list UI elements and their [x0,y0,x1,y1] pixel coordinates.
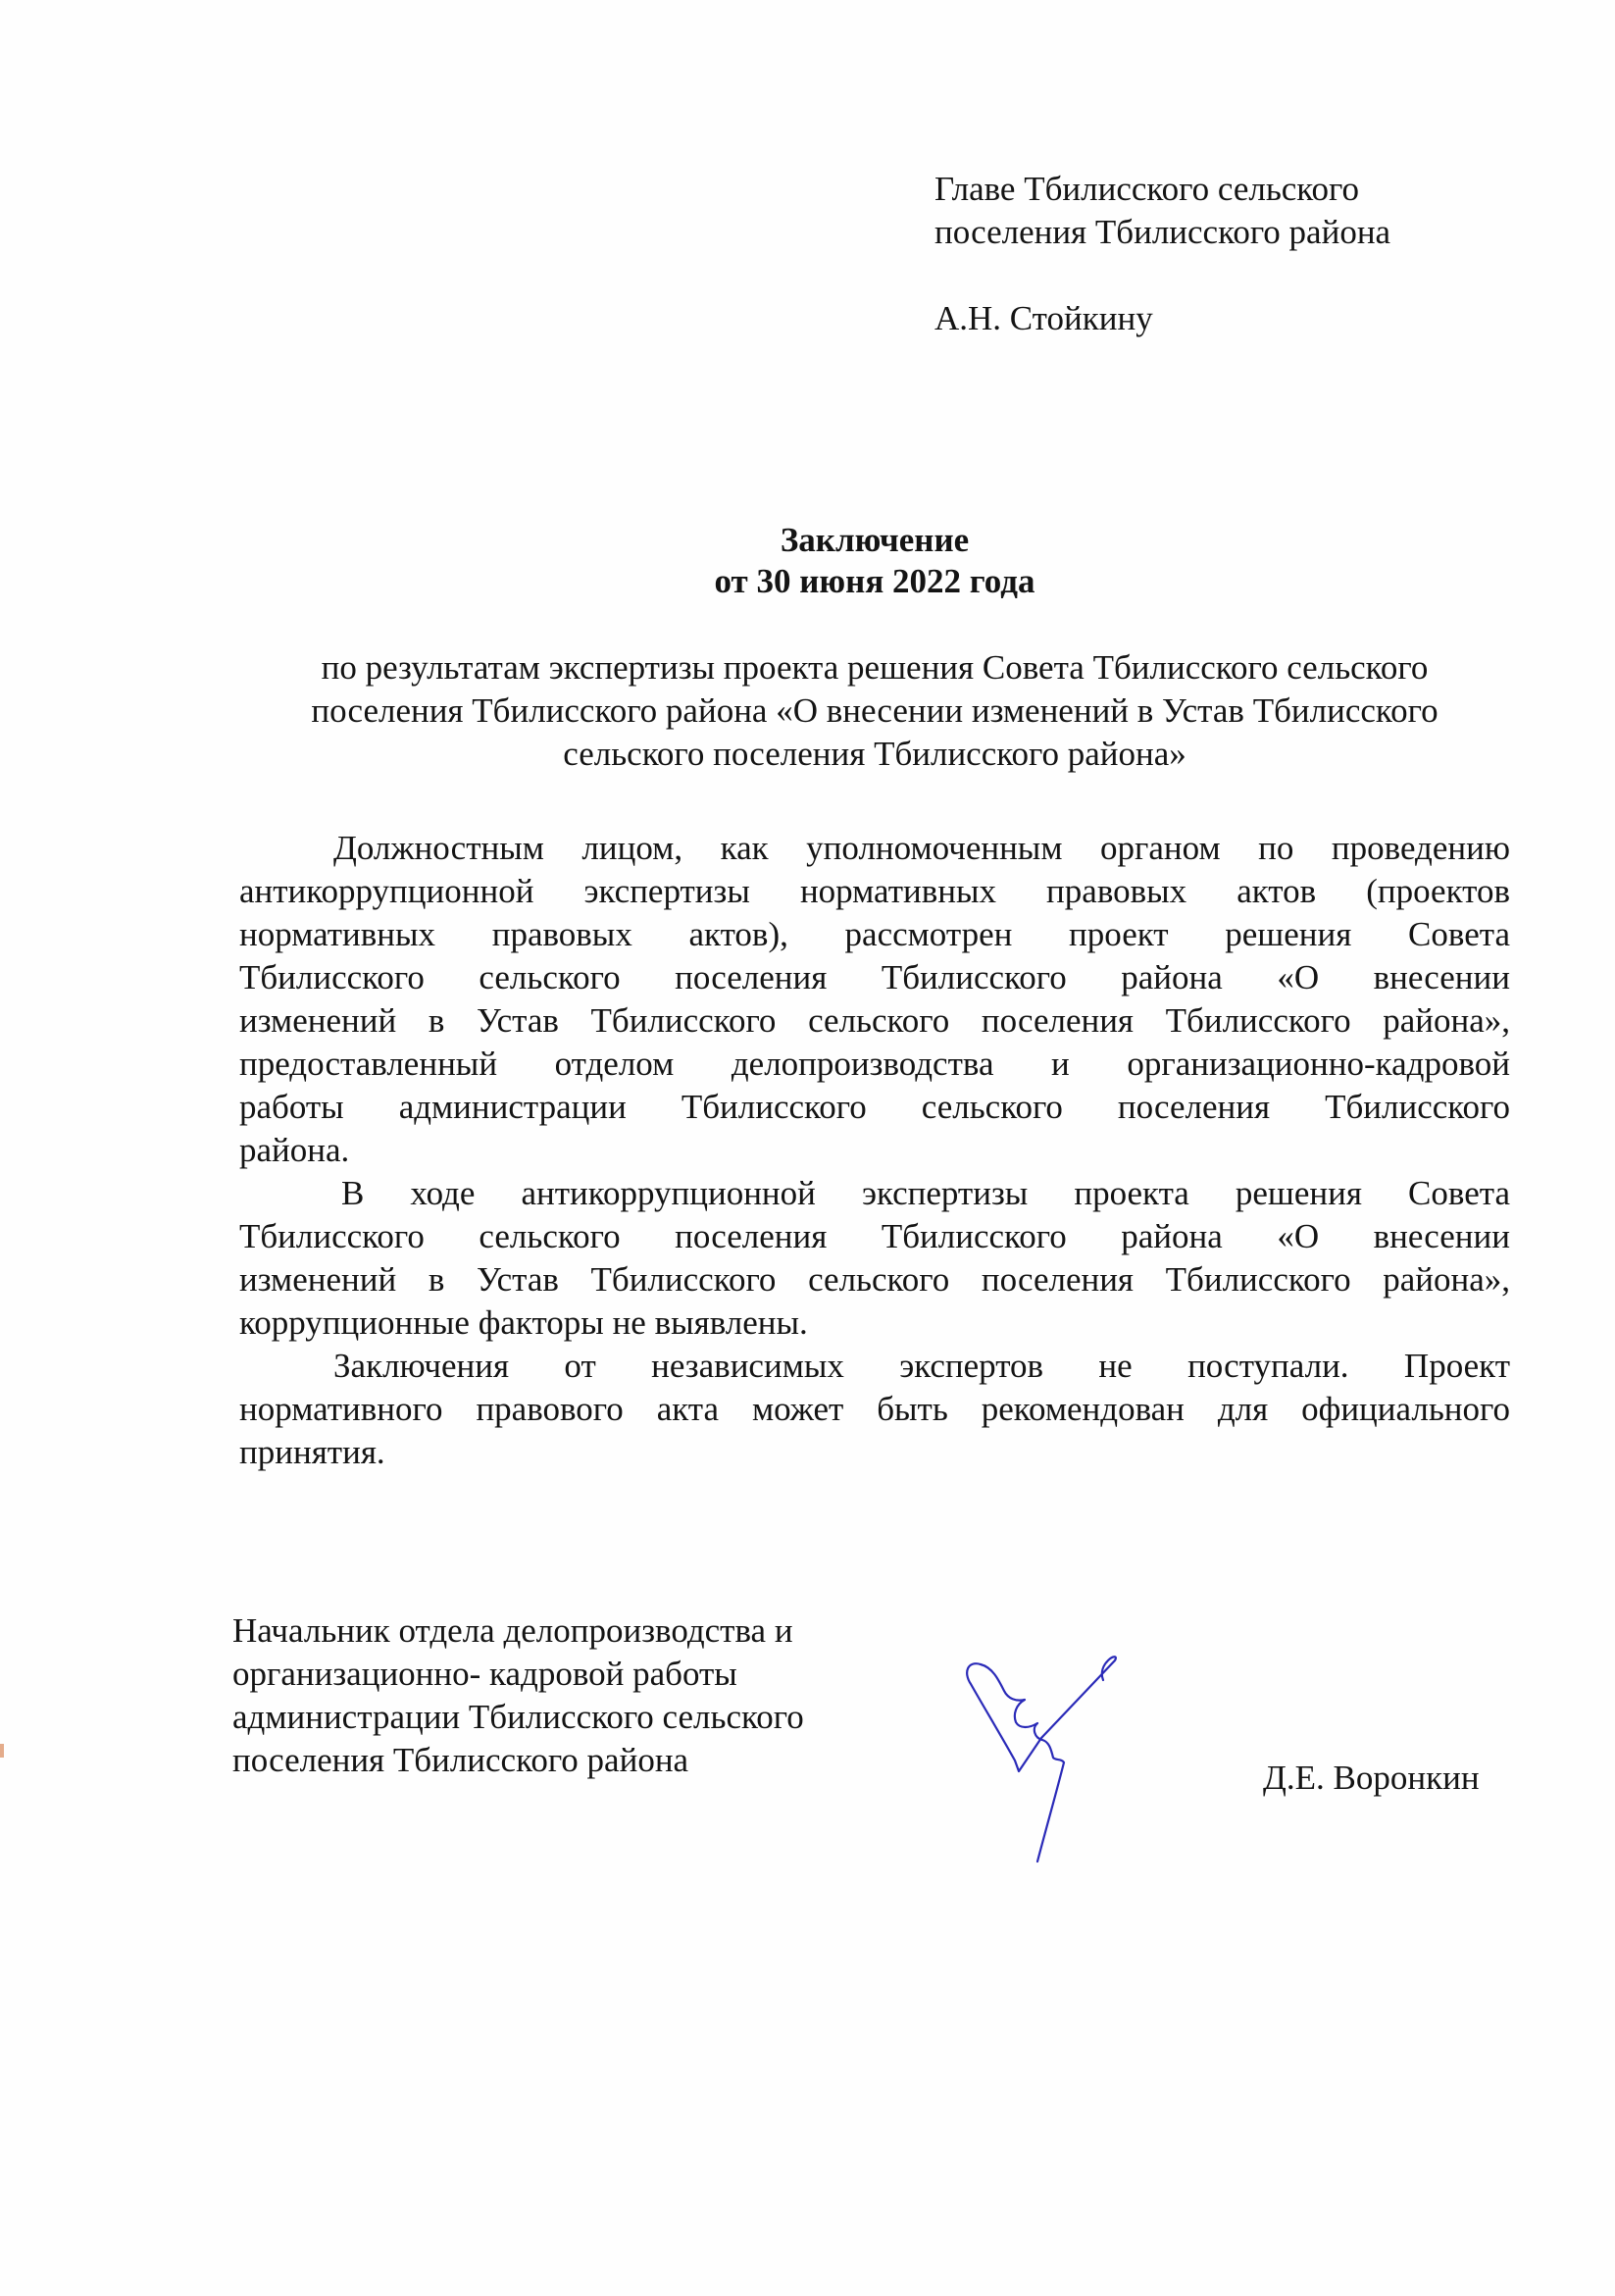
scan-artifact [0,1744,4,1758]
addressee-line: поселения Тбилисского района [934,213,1391,251]
body-line: изменений в Устав Тбилисского сельского поселения Тбилисского района», [239,1001,1510,1040]
body-line: нормативного правового акта может быть рекомендован для официального [239,1390,1510,1428]
body-line: Заключения от независимых экспертов не поступали. Проект [333,1347,1510,1385]
signer-position-line: поселения Тбилисского района [232,1741,689,1779]
body-line: коррупционные факторы не выявлены. [239,1303,808,1342]
spacer [934,254,1390,297]
subtitle-line: сельского поселения Тбилисского района» [563,735,1186,773]
body-paragraph-1 [239,827,1510,1172]
signer-position-line: Начальник отдела делопроизводства и [232,1611,793,1650]
signature-stroke [981,1664,1064,1862]
signer-position-line: администрации Тбилисского сельского [232,1698,804,1736]
body-line: антикоррупционной экспертизы нормативных правовых актов (проектов [239,872,1510,910]
signer-position-line: организационно- кадровой работы [232,1655,737,1693]
body-line: Тбилисского сельского поселения Тбилисского района «О внесении [239,958,1510,996]
body-line: принятия. [239,1433,385,1471]
body-line: нормативных правовых актов), рассмотрен проект решения Совета [239,915,1510,953]
signer-name: Д.Е. Воронкин [1263,1759,1480,1797]
body-line: Должностным лицом, как уполномоченным органом по проведению [333,829,1510,867]
title-date: от 30 июня 2022 года [714,562,1035,600]
subtitle-line: поселения Тбилисского района «О внесении изменений в Устав Тбилисского [311,691,1438,730]
signature-stroke [967,1657,1116,1771]
body-paragraph-3 [239,1345,1510,1474]
addressee-line: Главе Тбилисского сельского [934,170,1360,208]
body-line: Тбилисского сельского поселения Тбилисского района «О внесении [239,1217,1510,1255]
addressee-block [934,168,1390,340]
body-line: предоставленный отделом делопроизводства и организационно-кадровой [239,1045,1510,1083]
body-paragraph-2 [239,1172,1510,1345]
document-subtitle [239,646,1510,776]
subtitle-line: по результатам экспертизы проекта решения Совета Тбилисского сельского [321,648,1429,687]
body-line: района. [239,1131,350,1169]
signer-position [232,1609,804,1782]
body-line: изменений в Устав Тбилисского сельского поселения Тбилисского района», [239,1260,1510,1299]
body-line: В ходе антикоррупционной экспертизы проекта решения Совета [341,1174,1510,1212]
body-line: работы администрации Тбилисского сельского поселения Тбилисского [239,1088,1510,1126]
addressee-name: А.Н. Стойкину [934,299,1153,337]
title-heading: Заключение [780,521,970,559]
document-body [239,827,1510,1474]
document-title [239,520,1510,602]
